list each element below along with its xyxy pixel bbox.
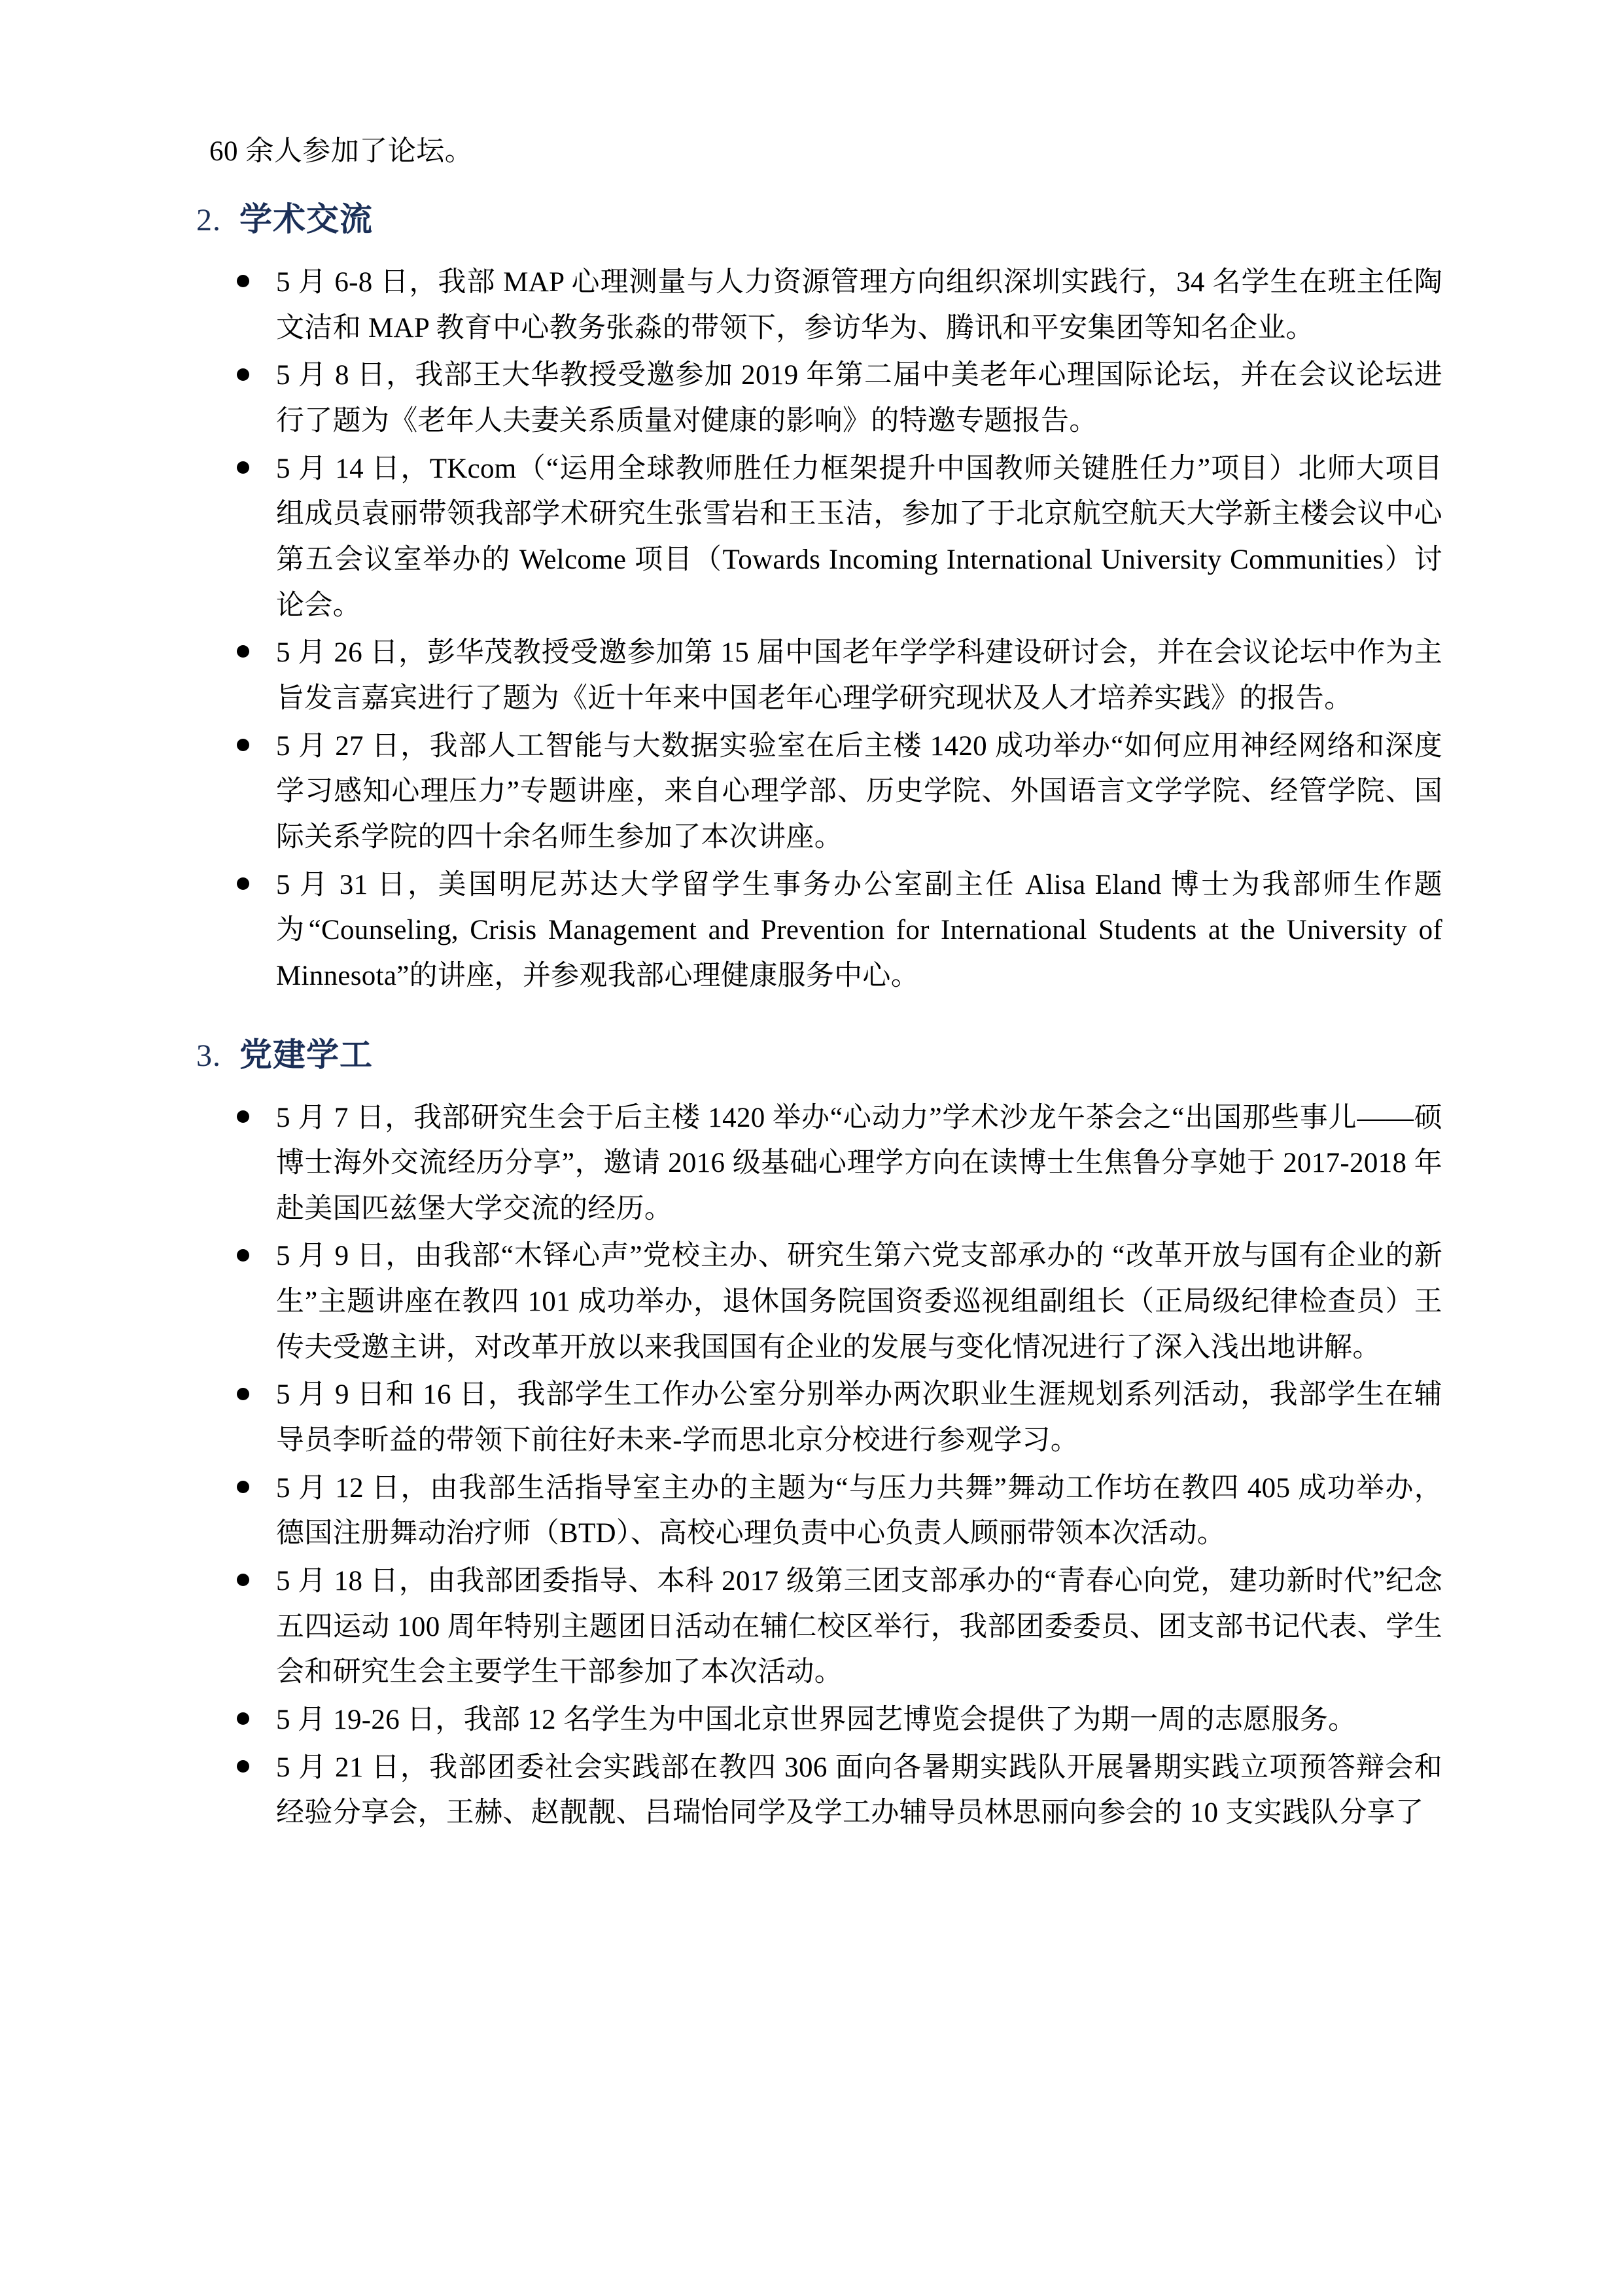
bullet-list-academic-exchange [196, 260, 1442, 999]
bullet-list-party-student-work [196, 1095, 1442, 1837]
list-item [196, 724, 1442, 860]
bullet-dot-icon [237, 1110, 249, 1123]
bullet-dot-icon [237, 1481, 249, 1493]
list-item-text: 5 月 18 日，由我部团委指导、本科 2017 级第三团支部承办的“青春心向党，建功新时代”纪念五四运动 100 周年特别主题团日活动在辅仁校区举行，我部团委委员、团支部书记代表、学生会和研究生会主要学生干部参加了本次活动。 [276, 1566, 1442, 1688]
list-item [196, 630, 1442, 721]
list-item-text: 5 月 31 日，美国明尼苏达大学留学生事务办公室副主任 Alisa Eland 博士为我部师生作题为“Counseling, Crisis Management and Prevention for International Students at the University of Minnesota”的讲座，并参观我部心理健康服务中心。 [276, 869, 1442, 991]
section-title: 学术交流 [239, 201, 373, 238]
list-item [196, 862, 1442, 999]
list-item [196, 1697, 1442, 1743]
bullet-dot-icon [237, 368, 249, 381]
bullet-dot-icon [237, 461, 249, 474]
list-item [196, 1233, 1442, 1370]
list-item-text: 5 月 9 日，由我部“木铎心声”党校主办、研究生第六党支部承办的 “改革开放与国有企业的新生”主题讲座在教四 101 成功举办，退休国务院国资委巡视组副组长（正局级纪律检查员）王传夫受邀主讲，对改革开放以来我国国有企业的发展与变化情况进行了深入浅出地讲解。 [276, 1241, 1442, 1363]
bullet-dot-icon [237, 1760, 249, 1773]
list-item-text: 5 月 26 日，彭华茂教授受邀参加第 15 届中国老年学学科建设研讨会，并在会议论坛中作为主旨发言嘉宾进行了题为《近十年来中国老年心理学研究现状及人才培养实践》的报告。 [276, 637, 1442, 714]
list-item [196, 1466, 1442, 1557]
list-item [196, 353, 1442, 444]
list-item-text: 5 月 9 日和 16 日，我部学生工作办公室分别举办两次职业生涯规划系列活动，我部学生在辅导员李昕益的带领下前往好未来-学而思北京分校进行参观学习。 [276, 1379, 1442, 1457]
list-item [196, 1372, 1442, 1463]
list-item [196, 1745, 1442, 1836]
continuation-paragraph: 60 余人参加了论坛。 [209, 136, 474, 167]
list-item-text: 5 月 12 日，由我部生活指导室主办的主题为“与压力共舞”舞动工作坊在教四 405 成功举办，德国注册舞动治疗师（BTD）、高校心理负责中心负责人顾丽带领本次活动。 [276, 1472, 1442, 1549]
bullet-dot-icon [237, 1574, 249, 1586]
list-item [196, 1095, 1442, 1232]
bullet-dot-icon [237, 1712, 249, 1725]
bullet-dot-icon [237, 739, 249, 751]
list-item-text: 5 月 14 日，TKcom（“运用全球教师胜任力框架提升中国教师关键胜任力”项目）北师大项目组成员袁丽带领我部学术研究生张雪岩和王玉洁，参加了于北京航空航天大学新主楼会议中心第五会议室举办的 Welcome 项目（Towards Incoming International University Communities）讨论会。 [276, 453, 1442, 621]
bullet-dot-icon [237, 877, 249, 890]
section-number: 2. [196, 203, 221, 238]
section-heading-academic-exchange [196, 193, 1442, 240]
section-title: 党建学工 [239, 1036, 373, 1073]
bullet-dot-icon [237, 1249, 249, 1262]
list-item [196, 1559, 1442, 1695]
bullet-dot-icon [237, 1388, 249, 1400]
list-item-text: 5 月 27 日，我部人工智能与大数据实验室在后主楼 1420 成功举办“如何应用神经网络和深度学习感知心理压力”专题讲座，来自心理学部、历史学院、外国语言文学学院、经管学院、国际关系学院的四十余名师生参加了本次讲座。 [276, 730, 1442, 853]
bullet-dot-icon [237, 645, 249, 658]
bullet-dot-icon [237, 275, 249, 287]
list-item [196, 260, 1442, 351]
list-item-text: 5 月 21 日，我部团委社会实践部在教四 306 面向各暑期实践队开展暑期实践立项预答辩会和经验分享会，王赫、赵靓靓、吕瑞怡同学及学工办辅导员林思丽向参会的 10 支实践队分享了 [276, 1752, 1442, 1829]
list-item-text: 5 月 7 日，我部研究生会于后主楼 1420 举办“心动力”学术沙龙午茶会之“出国那些事儿——硕博士海外交流经历分享”，邀请 2016 级基础心理学方向在读博士生焦鲁分享她于 2017-2018 年赴美国匹兹堡大学交流的经历。 [276, 1102, 1442, 1224]
list-item-text: 5 月 8 日，我部王大华教授受邀参加 2019 年第二届中美老年心理国际论坛，并在会议论坛进行了题为《老年人夫妻关系质量对健康的影响》的特邀专题报告。 [276, 360, 1442, 436]
list-item-text: 5 月 6-8 日，我部 MAP 心理测量与人力资源管理方向组织深圳实践行，34 名学生在班主任陶文洁和 MAP 教育中心教务张淼的带领下，参访华为、腾讯和平安集团等知名企业。 [276, 267, 1442, 344]
list-item [196, 446, 1442, 629]
section-heading-party-student-work [196, 1029, 1442, 1076]
page-content [196, 137, 1442, 1838]
list-item-text: 5 月 19-26 日，我部 12 名学生为中国北京世界园艺博览会提供了为期一周的志愿服务。 [276, 1704, 1357, 1736]
section-number: 3. [196, 1038, 221, 1073]
